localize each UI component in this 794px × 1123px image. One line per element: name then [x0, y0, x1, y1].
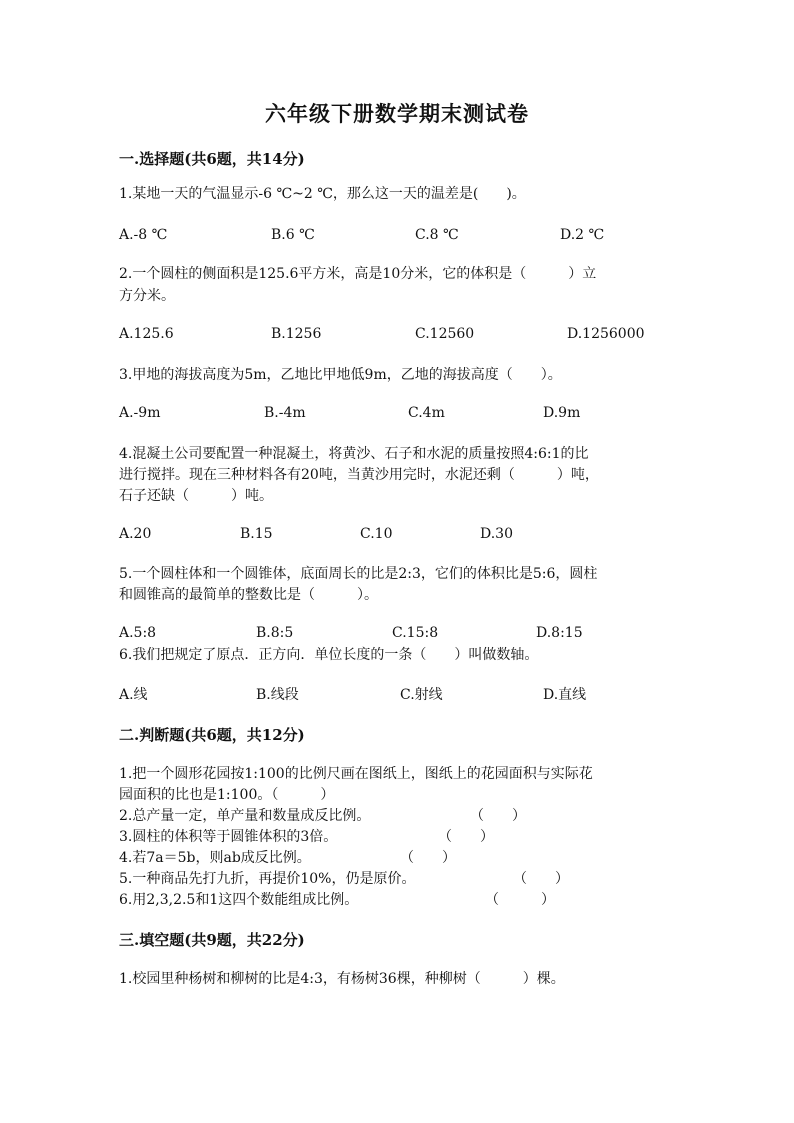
section-heading-choice: 一.选择题(共6题，共14分): [119, 150, 305, 168]
question-text: 4.混凝土公司要配置一种混凝土，将黄沙、石子和水泥的质量按照4:6:1的比: [119, 446, 589, 462]
answer-parentheses: （ ）: [438, 829, 494, 845]
option-c: C.12560: [415, 326, 475, 342]
question-text: 6.我们把规定了原点．正方向．单位长度的一条（ ）叫做数轴。: [119, 647, 539, 663]
statement-text: 3.圆柱的体积等于圆锥体积的3倍。: [119, 829, 338, 845]
option-b: B.8:5: [256, 625, 294, 641]
answer-parentheses: （ ）: [470, 808, 526, 824]
statement-text: 6.用2,3,2.5和1这四个数能组成比例。: [119, 892, 359, 908]
option-a: A.20: [119, 526, 152, 542]
section-heading-judgement: 二.判断题(共6题，共12分): [119, 726, 305, 744]
question-text: 进行搅拌。现在三种材料各有20吨，当黄沙用完时，水泥还剩（ ）吨，: [119, 467, 599, 483]
question-text: 石子还缺（ ）吨。: [119, 488, 273, 504]
answer-parentheses: （ ）: [513, 871, 569, 887]
option-a: A.-9m: [119, 405, 161, 421]
section-heading-fill-blank: 三.填空题(共9题，共22分): [119, 931, 305, 949]
option-d: D.9m: [543, 405, 581, 421]
option-a: A.-8 ℃: [119, 227, 168, 243]
option-d: D.直线: [543, 687, 587, 703]
statement-text: 2.总产量一定，单产量和数量成反比例。: [119, 808, 371, 824]
option-c: C.8 ℃: [415, 227, 459, 243]
option-b: B.-4m: [264, 405, 306, 421]
question-text: 1.校园里种杨树和柳树的比是4:3，有杨树36棵，种柳树（ ）棵。: [119, 971, 565, 987]
option-b: B.6 ℃: [271, 227, 315, 243]
question-text: 2.一个圆柱的侧面积是125.6平方米，高是10分米，它的体积是（ ）立: [119, 266, 597, 282]
option-c: C.10: [360, 526, 393, 542]
option-d: D.2 ℃: [560, 227, 605, 243]
option-d: D.8:15: [536, 625, 583, 641]
option-b: B.15: [240, 526, 273, 542]
question-text: 3.甲地的海拔高度为5m，乙地比甲地低9m，乙地的海拔高度（ ）。: [119, 367, 562, 383]
page-title: 六年级下册数学期末测试卷: [265, 101, 529, 126]
question-text: 和圆锥高的最简单的整数比是（ ）。: [119, 587, 378, 603]
option-c: C.15:8: [392, 625, 439, 641]
option-b: B.1256: [271, 326, 322, 342]
option-c: C.射线: [400, 687, 443, 703]
option-a: A.125.6: [119, 326, 174, 342]
option-c: C.4m: [408, 405, 445, 421]
option-a: A.5:8: [119, 625, 157, 641]
option-b: B.线段: [256, 687, 299, 703]
statement-text: 4.若7a＝5b，则ab成反比例。: [119, 850, 311, 866]
answer-parentheses: （ ）: [400, 850, 456, 866]
statement-text: 园面积的比也是1:100。（ ）: [119, 787, 335, 803]
statement-text: 5.一种商品先打九折，再提价10%，仍是原价。: [119, 871, 416, 887]
option-d: D.1256000: [567, 326, 645, 342]
question-text: 1.某地一天的气温显示-6 ℃~2 ℃，那么这一天的温差是( )。: [119, 186, 526, 202]
statement-text: 1.把一个圆形花园按1:100的比例尺画在图纸上，图纸上的花园面积与实际花: [119, 766, 593, 782]
question-text: 方分米。: [119, 288, 175, 304]
answer-parentheses: （ ）: [485, 892, 555, 908]
question-text: 5.一个圆柱体和一个圆锥体，底面周长的比是2:3，它们的体积比是5:6，圆柱: [119, 566, 598, 582]
option-a: A.线: [119, 687, 148, 703]
option-d: D.30: [480, 526, 513, 542]
